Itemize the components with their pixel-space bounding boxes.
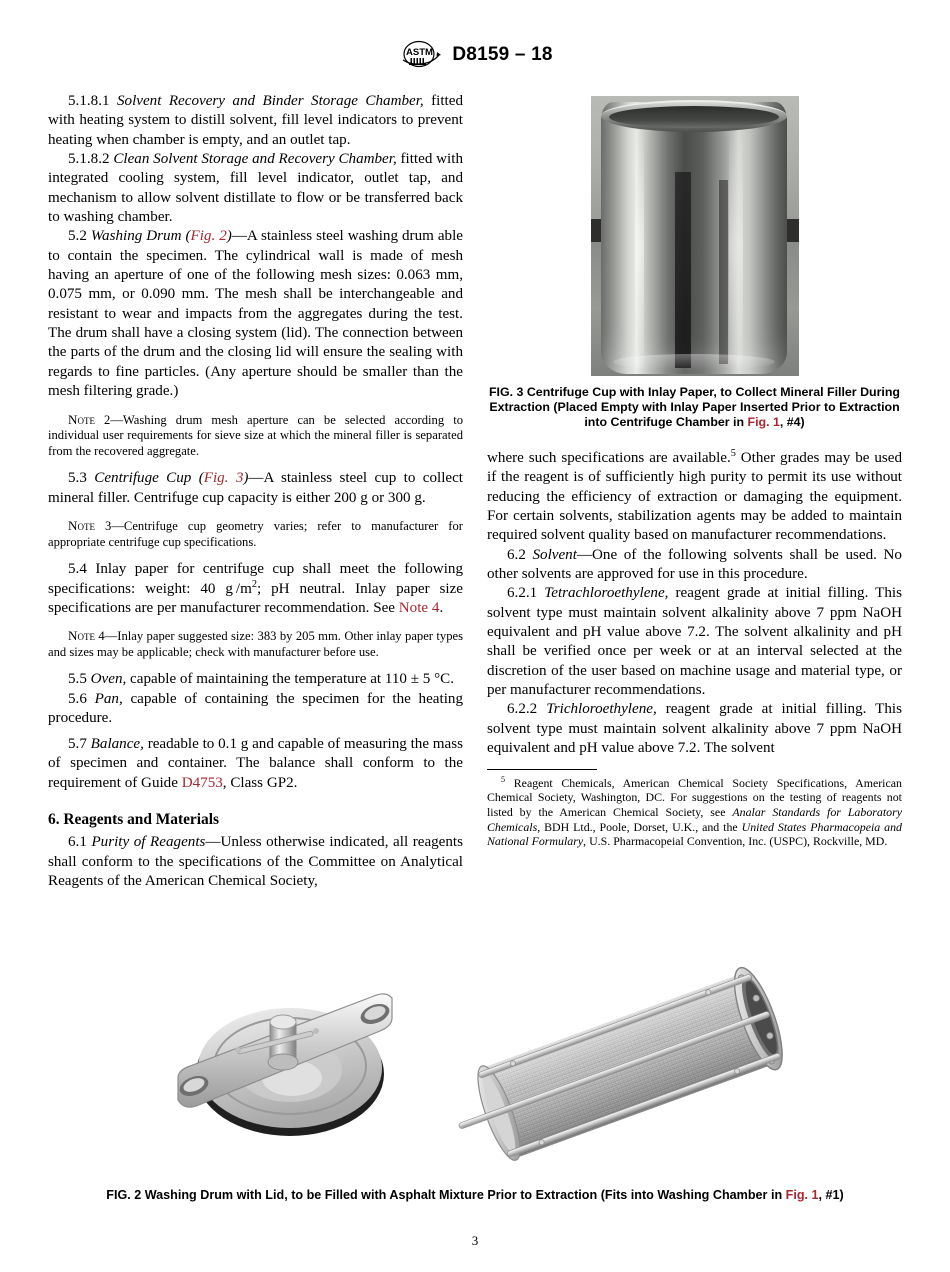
- para-number: 5.5: [68, 671, 87, 688]
- footnote-text-a: Reagent Chemicals, American Chemical Society Specifications, American Chemical Society, Washington, DC. For suggestions on the testing of reagents not listed by the American Chemical Society, see: [487, 775, 902, 819]
- figure-2-link[interactable]: Fig. 2: [190, 228, 227, 245]
- footnote-5: [487, 776, 902, 850]
- para-number: 5.3: [68, 470, 87, 487]
- para-body: reagent grade at initial filling. This solvent type must maintain solvent alkalinity above 7 ppm NaOH equivalent and pH value above 7.2. The solvent alkalinity and pH shall be verified once per week or at an interval selected at the discretion of the user based on machine usage and material type, or per manufacturer recommendations.: [487, 585, 902, 699]
- paragraph-6-2-2: [487, 700, 902, 758]
- note-3: [48, 518, 463, 550]
- caption-text-b: , #1): [818, 1188, 844, 1202]
- section-heading-6: 6. Reagents and Materials: [48, 810, 219, 828]
- para-body-a: Inlay paper for centrifuge cup shall meet the following specifications: weight: 40 g /m: [48, 561, 463, 597]
- figure-2: [48, 960, 902, 1202]
- para-body: capable of containing the specimen for the heating procedure.: [48, 690, 463, 727]
- figure-2-caption: [48, 1188, 902, 1202]
- cont-text-b: Other grades may be used if the reagent is of sufficiently high purity to permit its use without reducing the efficiency of extraction or damaging the equipment. For certain solvents, stabilization agents may be added to maintain required solvent quality based on manufacturer recommendations.: [487, 450, 902, 544]
- figure-3-image: [591, 96, 799, 376]
- left-text-column: [48, 92, 463, 891]
- para-body-b: ; pH neutral. Inlay paper size specifications are per manufacturer recommendation. See: [48, 580, 464, 616]
- para-title: Pan,: [94, 690, 123, 707]
- caption-text-a: FIG. 2 Washing Drum with Lid, to be Filled with Asphalt Mixture Prior to Extraction (Fits into Washing Chamber in: [106, 1188, 786, 1202]
- para-title-end: ): [226, 228, 232, 245]
- standard-designation: D8159 – 18: [452, 44, 553, 65]
- cup-highlight-streak-secondary: [729, 128, 743, 364]
- para-number: 6.2: [507, 546, 526, 563]
- cup-base-highlight: [613, 354, 775, 370]
- paragraph-5-2: [48, 227, 463, 401]
- para-body: fitted with heating system to distill solvent, fill level indicators to prevent heating when chamber is empty, and an outlet tap.: [48, 93, 463, 148]
- figure-3: [487, 92, 902, 431]
- note-4-link[interactable]: Note 4: [398, 599, 440, 616]
- para-title: Solvent: [532, 546, 577, 563]
- figure-2-drum-image: [428, 966, 828, 1162]
- paragraph-6-2: [487, 546, 902, 585]
- cont-text-a: where such specifications are available.: [487, 450, 731, 466]
- para-title: Centrifuge Cup (: [94, 470, 204, 487]
- para-title: Solvent Recovery and Binder Storage Chamber,: [116, 93, 424, 109]
- footnote-divider: [487, 769, 597, 770]
- astm-logo-icon: [397, 40, 443, 70]
- para-number: 5.7: [68, 735, 87, 752]
- para-body: fitted with integrated cooling system, fill level indicator, outlet tap, and mechanism to allow solvent distillate to flow or be transferred back to washing chamber.: [48, 151, 463, 226]
- caption-text-b: , #4): [779, 415, 805, 430]
- footnote-marker-5[interactable]: 5: [730, 447, 736, 459]
- footnote-text-c: , U.S. Pharmacopeial Convention, Inc. (USPC), Rockville, MD.: [583, 834, 888, 849]
- para-body: —A stainless steel washing drum able to contain the specimen. The cylindrical wall is made of mesh having an aperture of one of the following mesh sizes: 0.063 mm, 0.075 mm, or 0.090 mm. The mesh shall be interchangeable and resistant to wear and impacts from the aggregates during the test. The drum shall have a closing system (lid). The connection between the parts of the drum and the closing lid will ensure the sealing with regards to fine particles. (Any aperture should be smaller than the mesh filtering grade.): [48, 228, 463, 400]
- cup-interior: [609, 106, 779, 128]
- footnote-italic-title-2: United States Pharmacopeia and National Formulary: [487, 819, 902, 849]
- para-title-end: ): [243, 470, 249, 487]
- paragraph-5-5: [48, 670, 463, 689]
- superscript-two: 2: [251, 578, 257, 590]
- caption-text-a: FIG. 3 Centrifuge Cup with Inlay Paper, to Collect Mineral Filler During Extraction (Placed Empty with Inlay Paper Inserted Prior to Extraction into Centrifuge Chamber in: [488, 385, 900, 430]
- para-body: reagent grade at initial filling. This solvent type must maintain solvent alkalinity above 7 ppm NaOH equivalent and pH value above 7.2. The solvent: [487, 701, 902, 757]
- para-title: Tetrachloroethylene,: [544, 585, 669, 602]
- paragraph-5-1-8-1: [48, 92, 463, 150]
- centrifuge-cup-body: [601, 102, 787, 374]
- cup-rim: [601, 100, 787, 132]
- para-title: Washing Drum (: [90, 228, 191, 245]
- para-title: Trichloroethylene,: [546, 701, 657, 718]
- paragraph-6-1-continuation: [487, 449, 902, 546]
- note-body: Centrifuge cup geometry varies; refer to manufacturer for appropriate centrifuge cup specifications.: [48, 518, 463, 549]
- para-number: 6.2.2: [507, 701, 538, 718]
- para-number: 6.1: [68, 834, 87, 851]
- paragraph-5-6: [48, 690, 463, 729]
- para-body: —Unless otherwise indicated, all reagents shall conform to the specifications of the Committee on Analytical Reagents of the American Chemical Society,: [48, 834, 463, 889]
- para-number: 5.1.8.2: [68, 151, 110, 168]
- paragraph-5-7: [48, 735, 463, 793]
- note-number: 3—: [94, 518, 124, 533]
- footnote-italic-title-1: Analar Standards for Laboratory Chemicals: [487, 804, 902, 834]
- cup-highlight-streak: [635, 128, 644, 368]
- figure-2-images: [48, 960, 902, 1170]
- para-number: 5.4: [68, 561, 87, 578]
- figure-1-link[interactable]: Fig. 1: [747, 415, 780, 430]
- para-number: 5.1.8.1: [68, 93, 110, 109]
- note-body: Inlay paper suggested size: 383 by 205 mm. Other inlay paper types and sizes may be applicable; check with manufacturer before use.: [48, 629, 463, 659]
- figure-2-lid-image: [170, 978, 420, 1160]
- para-title: Purity of Reagents: [91, 834, 206, 851]
- para-body-c: .: [439, 599, 444, 616]
- para-title: Balance,: [90, 735, 144, 752]
- cup-dark-reflection-secondary: [719, 180, 728, 364]
- footnote-number: 5: [501, 774, 506, 784]
- paragraph-5-4: [48, 560, 463, 618]
- guide-d4753-link[interactable]: D4753: [181, 774, 223, 791]
- cup-dark-reflection: [675, 172, 691, 368]
- paragraph-6-2-1: [487, 584, 902, 700]
- paragraph-5-1-8-2: [48, 150, 463, 227]
- page-number: 3: [471, 1233, 479, 1248]
- para-number: 5.2: [68, 228, 87, 245]
- svg-text:ASTM: ASTM: [406, 47, 434, 58]
- para-body-a: readable to 0.1 g and capable of measuring the mass of specimen and container. The balance shall conform to the requirement of Guide: [48, 735, 463, 791]
- para-number: 6.2.1: [507, 585, 538, 602]
- para-body: —One of the following solvents shall be used. No other solvents are approved for use in this procedure.: [487, 546, 902, 583]
- para-title: Oven,: [90, 671, 127, 688]
- note-label: Note: [68, 628, 95, 644]
- right-text-column: [487, 449, 902, 849]
- note-4: [48, 628, 463, 660]
- note-number: 2—: [94, 412, 123, 427]
- figure-3-link[interactable]: Fig. 3: [203, 470, 244, 487]
- para-body: capable of maintaining the temperature at 110 ± 5 °C.: [126, 671, 454, 688]
- figure-1-link[interactable]: Fig. 1: [785, 1188, 819, 1202]
- paragraph-5-3: [48, 469, 463, 508]
- note-2: [48, 412, 463, 460]
- para-body-b: , Class GP2.: [222, 774, 298, 791]
- page-header: [0, 40, 950, 80]
- para-number: 5.6: [68, 690, 87, 707]
- footnote-text-b: , BDH Ltd., Poole, Dorset, U.K., and the: [537, 819, 742, 834]
- paragraph-6-1: [48, 833, 463, 891]
- note-label: Note: [68, 517, 95, 533]
- note-body: Washing drum mesh aperture can be selected according to individual user requirements for sieve size at which the mineral filler is separated from the recovered aggregate.: [48, 412, 463, 458]
- note-label: Note: [68, 411, 95, 427]
- para-title: Clean Solvent Storage and Recovery Chamber,: [113, 151, 397, 168]
- note-number: 4—: [94, 629, 118, 644]
- figure-3-caption: [487, 385, 902, 431]
- para-body: —A stainless steel cup to collect mineral filler. Centrifuge cup capacity is either 200 g or 300 g.: [48, 470, 463, 506]
